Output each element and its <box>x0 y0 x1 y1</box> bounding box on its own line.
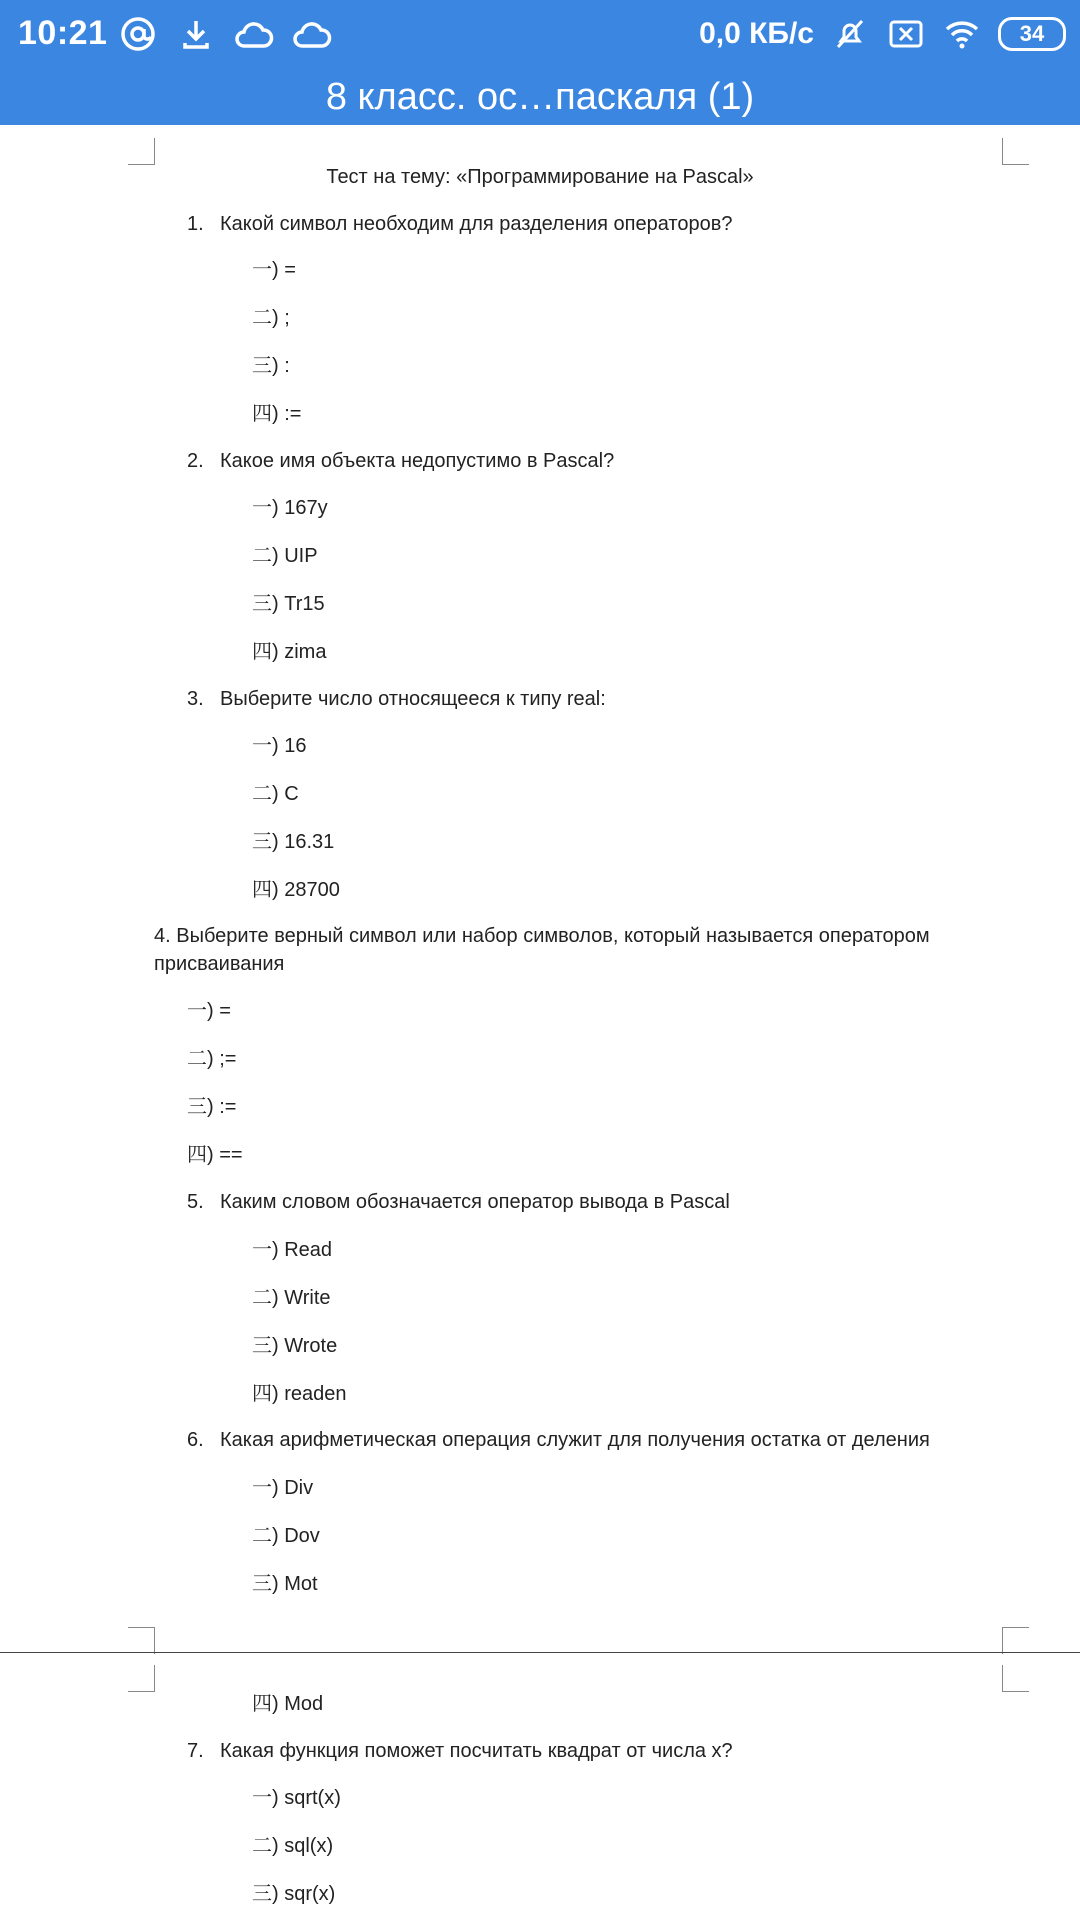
question-number: 3. <box>187 688 204 710</box>
answer-option: 三) 16.31 <box>252 831 335 853</box>
test-heading: Тест на тему: «Программирование на Pascal» <box>326 166 754 188</box>
answer-option: 二) C <box>252 783 299 805</box>
answer-option: 二) UIP <box>252 545 318 567</box>
answer-option: 四) 28700 <box>252 879 340 901</box>
page-corner-mark <box>128 138 155 165</box>
question-text: Каким словом обозначается оператор вывода в Pascal <box>220 1191 730 1213</box>
notification-icons <box>118 14 332 54</box>
page-corner-mark <box>128 1627 155 1654</box>
answer-option: 四) := <box>252 403 302 425</box>
answer-option: 二) Write <box>252 1287 331 1309</box>
page-corner-mark <box>1002 1665 1029 1692</box>
question-number: 1. <box>187 213 204 235</box>
answer-option: 一) = <box>187 1000 231 1022</box>
answer-option: 一) 16 <box>252 735 307 757</box>
answer-option: 三) : <box>252 355 290 377</box>
question-number: 7. <box>187 1740 204 1762</box>
document-title[interactable]: 8 класс. ос…паскаля (1) <box>325 76 755 118</box>
top-bar <box>0 0 1080 125</box>
cloud-icon <box>234 14 274 54</box>
page-corner-mark <box>128 1665 155 1692</box>
battery-icon: 34 <box>998 17 1066 51</box>
status-time: 10:21 <box>18 14 108 52</box>
question-text: Какой символ необходим для разделения операторов? <box>220 213 733 235</box>
question-number: 5. <box>187 1191 204 1213</box>
answer-option: 四) Mod <box>252 1693 324 1715</box>
download-icon <box>176 14 216 54</box>
answer-option: 三) sqr(x) <box>252 1883 336 1905</box>
answer-option: 四) readen <box>252 1383 347 1405</box>
question-text: Какая арифметическая операция служит для получения остатка от деления <box>220 1429 930 1451</box>
cloud-icon <box>292 14 332 54</box>
wifi-icon <box>942 14 982 54</box>
page-break <box>0 1652 1080 1653</box>
answer-option: 一) Read <box>252 1239 333 1261</box>
answer-option: 一) = <box>252 259 296 281</box>
question-text: Какая функция поможет посчитать квадрат от числа x? <box>220 1740 733 1762</box>
answer-option: 一) sqrt(x) <box>252 1787 341 1809</box>
answer-option: 四) zima <box>252 641 327 663</box>
answer-option: 二) sql(x) <box>252 1835 334 1857</box>
network-speed: 0,0 КБ/с <box>699 17 814 50</box>
question-number: 6. <box>187 1429 204 1451</box>
status-bar <box>0 0 1080 72</box>
at-icon <box>118 14 158 54</box>
answer-option: 三) := <box>187 1096 237 1118</box>
answer-option: 一) 167y <box>252 497 328 519</box>
answer-option: 四) == <box>187 1144 243 1166</box>
question-text: 4. Выберите верный символ или набор символов, который называется оператором <box>154 925 930 947</box>
answer-option: 一) Div <box>252 1477 314 1499</box>
answer-option: 二) ;= <box>187 1048 237 1070</box>
mute-icon <box>830 14 870 54</box>
answer-option: 二) Dov <box>252 1525 320 1547</box>
answer-option: 三) Wrote <box>252 1335 338 1357</box>
question-text-continued: присваивания <box>154 953 285 975</box>
answer-option: 二) ; <box>252 307 290 329</box>
question-text: Выберите число относящееся к типу real: <box>220 688 606 710</box>
page-corner-mark <box>1002 138 1029 165</box>
sim-off-icon <box>886 14 926 54</box>
answer-option: 三) Mot <box>252 1573 318 1595</box>
question-number: 2. <box>187 450 204 472</box>
page-corner-mark <box>1002 1627 1029 1654</box>
answer-option: 三) Tr15 <box>252 593 325 615</box>
system-icons <box>699 14 1066 54</box>
question-text: Какое имя объекта недопустимо в Pascal? <box>220 450 615 472</box>
